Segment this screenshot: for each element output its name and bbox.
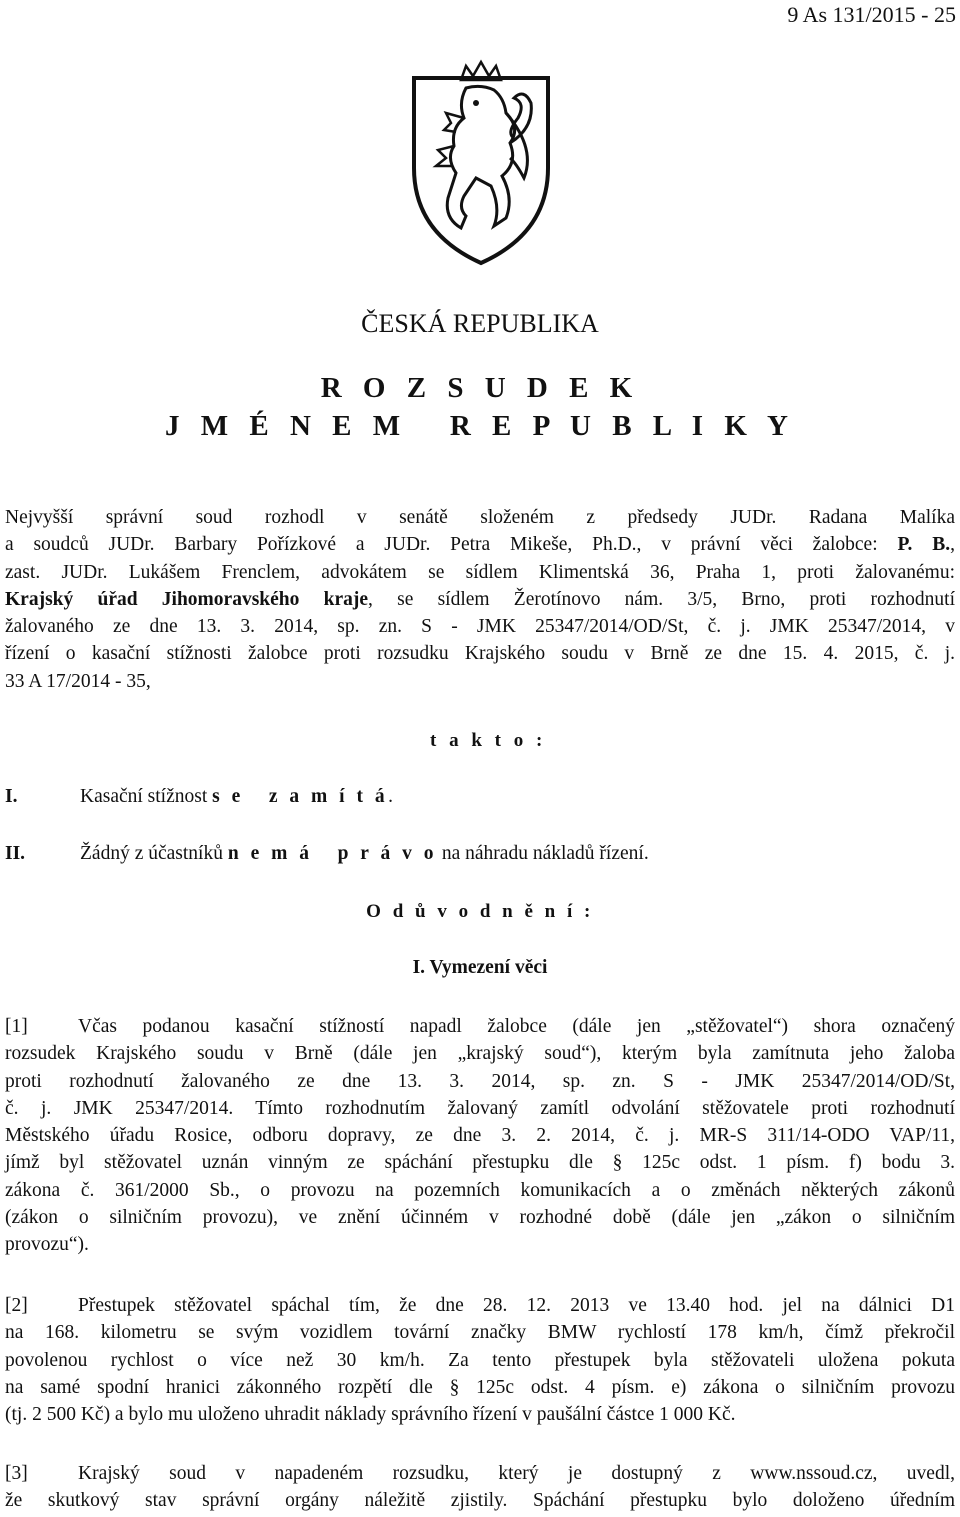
paragraph-text: Včas podanou kasační stížností napadl žalobce (dále jen „stěžovatel“) shora označený	[78, 1016, 955, 1037]
intro-line: řízení o kasační stížnosti žalobce proti rozsudku Krajského soudu v Brně ze dne 15. 4. 2015, č. j.	[5, 643, 955, 665]
intro-text: a soudců JUDr. Barbary Pořízkové a JUDr. Petra Mikeše, Ph.D., v právní věci žalobce:	[5, 534, 898, 556]
intro-line: zast. JUDr. Lukášem Frenclem, advokátem se sídlem Klimentská 36, Praha 1, proti žalovanému:	[5, 561, 955, 583]
verdict-text: Kasační stížnost	[80, 786, 213, 807]
paragraph-3	[5, 1460, 955, 1515]
verdict-number: I.	[5, 786, 18, 807]
intro-line: 33 A 17/2014 - 35,	[5, 670, 151, 692]
paragraph-line: jímž byl stěžovatel uznán vinným ze spáchání přestupku dle § 125c odst. 1 písm. f) bodu 3.	[5, 1152, 955, 1174]
paragraph-number: [3]	[5, 1463, 28, 1484]
paragraph-text: Přestupek stěžovatel spáchal tím, že dne 28. 12. 2013 ve 13.40 hod. jel na dálnici D1	[78, 1295, 955, 1316]
reasoning-heading: O d ů v o d n ě n í :	[366, 901, 594, 922]
intro-text: , se sídlem Žerotínovo nám. 3/5, Brno, proti rozhodnutí	[368, 588, 955, 610]
czech-lion-coat-of-arms-icon	[406, 58, 556, 268]
paragraph-line: že skutkový stav správní orgány náležitě zjistily. Spáchání přestupku bylo doloženo úředním	[5, 1490, 955, 1512]
paragraph-line: na 168. kilometru se svým vozidlem tovární značky BMW rychlostí 178 km/h, čímž překročil	[5, 1322, 955, 1344]
verdict-number: II.	[5, 843, 26, 864]
paragraph-2	[5, 1292, 955, 1428]
paragraph-text: Krajský soud v napadeném rozsudku, který je dostupný z www.nssoud.cz, uvedl,	[78, 1463, 955, 1484]
paragraph-line: proti rozhodnutí žalovaného ze dne 13. 3. 2014, sp. zn. S - JMK 25347/2014/OD/St,	[5, 1070, 955, 1092]
takto-heading: t a k t o :	[430, 730, 547, 751]
paragraph-1	[5, 1013, 955, 1259]
section-heading: I. Vymezení věci	[412, 957, 548, 978]
intro-text: ,	[950, 534, 955, 556]
paragraph-number: [1]	[5, 1016, 28, 1037]
paragraph-line: Městského úřadu Rosice, odboru dopravy, ze dne 3. 2. 2014, č. j. MR-S 311/14-ODO VAP/11,	[5, 1125, 955, 1147]
intro-line: žalovaného ze dne 13. 3. 2014, sp. zn. S - JMK 25347/2014/OD/St, č. j. JMK 25347/2014, v	[5, 616, 955, 638]
case-number: 9 As 131/2015 - 25	[787, 2, 956, 27]
paragraph-line	[5, 1460, 955, 1487]
plaintiff-name: P. B.	[897, 534, 951, 556]
verdict-text: na náhradu nákladů řízení.	[437, 843, 649, 864]
paragraph-line: povolenou rychlost o více než 30 km/h. Za tento přestupek byla stěžovateli uložena pokuta	[5, 1349, 955, 1371]
intro-line	[5, 586, 955, 613]
defendant-name: Krajský úřad Jihomoravského kraje	[5, 588, 369, 610]
intro-paragraph	[5, 504, 955, 695]
paragraph-line: rozsudek Krajského soudu v Brně (dále jen „krajský soud“), kterým byla zamítnuta jeho žaloba	[5, 1043, 955, 1065]
paragraph-line	[5, 1292, 955, 1319]
verdict-item-i	[5, 786, 393, 808]
paragraph-line: (tj. 2 500 Kč) a bylo mu uloženo uhradit náklady správního řízení v paušální částce 1 000 Kč.	[5, 1404, 736, 1426]
paragraph-line: provozu“).	[5, 1234, 89, 1256]
judgment-title: R O Z S U D E K	[320, 372, 640, 404]
paragraph-line: na samé spodní hranici zákonného rozpětí dle § 125c odst. 4 písm. e) zákona o silničním provozu	[5, 1376, 955, 1398]
in-the-name-of-republic: J M É N E M R E P U B L I K Y	[164, 410, 795, 442]
verdict-emphasis: s e z a m í t á	[212, 786, 389, 807]
paragraph-number: [2]	[5, 1295, 28, 1316]
verdict-item-ii	[5, 843, 649, 865]
intro-line: Nejvyšší správní soud rozhodl v senátě složeném z předsedy JUDr. Radana Malíka	[5, 507, 955, 528]
paragraph-line: zákona č. 361/2000 Sb., o provozu na pozemních komunikacích a o změnách některých zákonů	[5, 1179, 955, 1201]
verdict-text: Žádný z účastníků	[80, 843, 228, 864]
paragraph-line: (zákon o silničním provozu), ve znění účinném v rozhodné době (dále jen „zákon o silničním	[5, 1207, 955, 1229]
verdict-text: .	[388, 786, 393, 807]
paragraph-line	[5, 1013, 955, 1040]
verdict-emphasis: n e m á p r á v o	[227, 843, 437, 864]
country-name: ČESKÁ REPUBLIKA	[361, 309, 599, 338]
intro-line	[5, 531, 955, 558]
paragraph-line: č. j. JMK 25347/2014. Tímto rozhodnutím žalovaný zamítl odvolání stěžovatele proti rozhodnutí	[5, 1097, 955, 1119]
